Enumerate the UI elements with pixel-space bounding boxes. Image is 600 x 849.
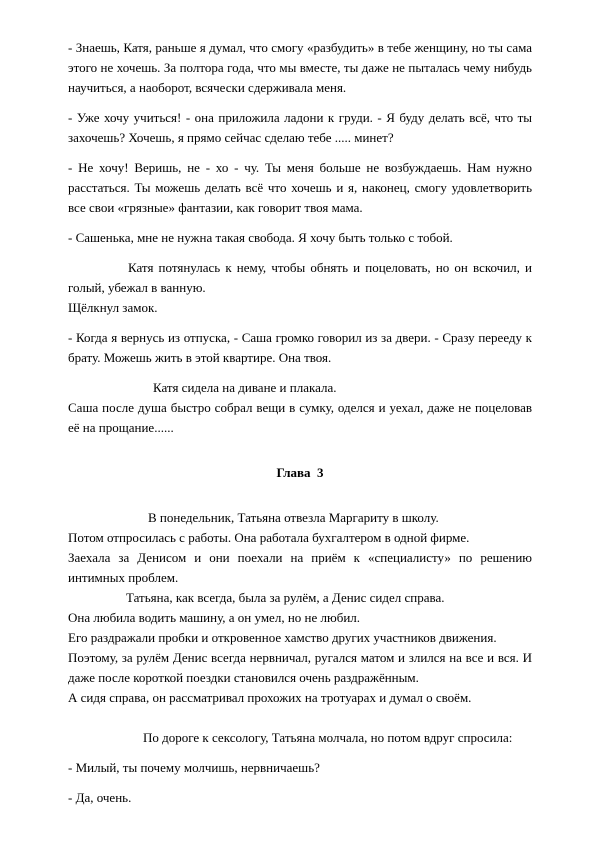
paragraph-dialog-5 [68, 328, 532, 368]
chapter-heading [68, 463, 532, 483]
text-line: - Знаешь, Катя, раньше я думал, что смогу «разбудить» в тебе женщину, но ты сама этого не хочешь. За полтора года, что мы вместе, ты даже не пыталась чему нибудь научиться, а наоборот, всячески сдерживала меня. [68, 40, 532, 95]
text-line: Саша после душа быстро собрал вещи в сумку, оделся и уехал, даже не поцеловав её на прощание...... [68, 400, 532, 435]
text-line: Она любила водить машину, а он умел, но не любил. [68, 610, 361, 625]
paragraph-dialog-4 [68, 228, 532, 248]
paragraph-narrative-2 [68, 378, 532, 438]
text-line: Глава 3 [276, 465, 324, 480]
paragraph-dialog-3 [68, 158, 532, 218]
text-line: Потом отпросилась с работы. Она работала бухгалтером в одной фирме. [68, 530, 470, 545]
text-line: - Уже хочу учиться! - она приложила ладони к груди. - Я буду делать всё, что ты захочешь? Хочешь, я прямо сейчас сделаю тебе ..... минет? [68, 110, 532, 145]
text-line: - Не хочу! Веришь, не - хо - чу. Ты меня больше не возбуждаешь. Нам нужно расстаться. Ты можешь делать всё что хочешь и я, наконец, смогу удовлетворить все свои «грязные» фантазии, как говорит твоя мама. [68, 160, 532, 215]
text-line: В понедельник, Татьяна отвезла Маргариту в школу. [148, 510, 439, 525]
paragraph-dialog-1 [68, 38, 532, 98]
text-line: - Да, очень. [68, 790, 132, 805]
text-line: Катя сидела на диване и плакала. [153, 380, 337, 395]
text-line: Его раздражали пробки и откровенное хамство других участников движения. [68, 630, 497, 645]
text-line: По дороге к сексологу, Татьяна молчала, но потом вдруг спросила: [143, 730, 513, 745]
text-line: Заехала за Денисом и они поехали на приём к «специалисту» по решению интимных проблем. [68, 550, 532, 585]
paragraph-narrative-4 [68, 728, 532, 748]
text-line: Поэтому, за рулём Денис всегда нервничал, ругался матом и злился на все и вся. И даже после короткой поездки становился очень раздражённым. [68, 650, 532, 685]
text-line: - Сашенька, мне не нужна такая свобода. Я хочу быть только с тобой. [68, 230, 453, 245]
text-line: Катя потянулась к нему, чтобы обнять и поцеловать, но он вскочил, и голый, убежал в ванную. [68, 260, 532, 295]
paragraph-dialog-2 [68, 108, 532, 148]
text-line: - Милый, ты почему молчишь, нервничаешь? [68, 760, 320, 775]
text-line: - Когда я вернусь из отпуска, - Саша громко говорил из за двери. - Сразу перееду к брату. Можешь жить в этой квартире. Она твоя. [68, 330, 532, 365]
paragraph-narrative-1 [68, 258, 532, 318]
paragraph-narrative-3 [68, 508, 532, 708]
paragraph-dialog-6 [68, 758, 532, 778]
text-line: Щёлкнул замок. [68, 300, 158, 315]
paragraph-dialog-7 [68, 788, 532, 808]
text-line: Татьяна, как всегда, была за рулём, а Денис сидел справа. [126, 590, 445, 605]
text-line: А сидя справа, он рассматривал прохожих на тротуарах и думал о своём. [68, 690, 472, 705]
